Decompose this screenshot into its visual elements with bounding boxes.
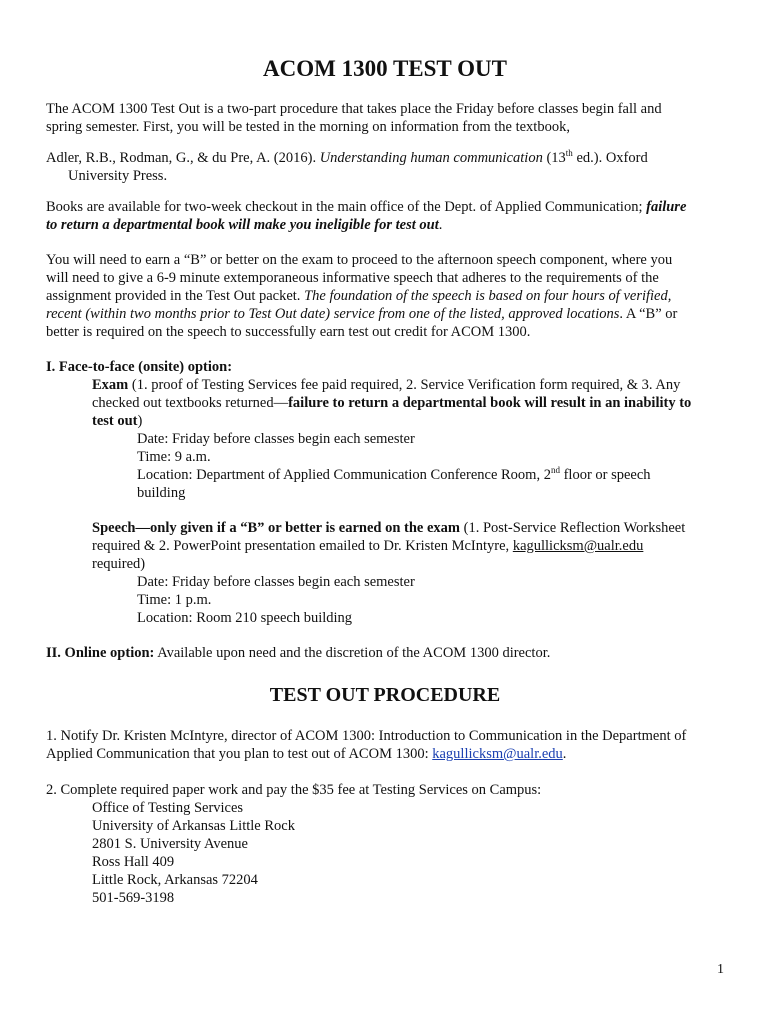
- option1-heading: I. Face-to-face (onsite) option:: [46, 359, 233, 375]
- citation-edition-pre: (13: [542, 150, 566, 166]
- speech-email-link[interactable]: kagullicksm@ualr.edu: [512, 538, 644, 554]
- citation-book-title: Understanding human communication: [319, 150, 543, 166]
- speech-line-2: [92, 537, 643, 555]
- exam-line-2: [92, 394, 691, 412]
- intro-line-1: The ACOM 1300 Test Out is a two-part procedure that takes place the Friday before classes begin fall and: [46, 101, 662, 117]
- speech-time: Time: 1 p.m.: [137, 592, 212, 608]
- exam-location-pre: Location: Department of Applied Communication Conference Room, 2: [137, 467, 551, 483]
- citation-edition-post: ed.). Oxford: [572, 150, 648, 166]
- option2-heading: II. Online option:: [46, 645, 155, 661]
- exam-date: Date: Friday before classes begin each semester: [137, 431, 415, 447]
- speech-para-line-5: better is required on the speech to successfully earn test out credit for ACOM 1300.: [46, 324, 531, 340]
- speech-requirements: (1. Post-Service Reflection Worksheet: [459, 520, 686, 536]
- exam-location-sup: nd: [550, 465, 560, 476]
- exam-warning-end: test out: [92, 413, 138, 429]
- procedure-heading: TEST OUT PROCEDURE: [269, 684, 501, 706]
- books-text: Books are available for two-week checkout in the main office of the Dept. of Applied Communication;: [46, 199, 647, 215]
- address-line: Office of Testing Services: [92, 800, 244, 816]
- step2-line: 2. Complete required paper work and pay the $35 fee at Testing Services on Campus:: [46, 782, 542, 798]
- books-end: .: [438, 217, 443, 233]
- speech-para-line-2: will need to give a 6-9 minute extemporaneous informative speech that adheres to the requirements of the: [46, 270, 659, 286]
- address-line: 2801 S. University Avenue: [92, 836, 248, 852]
- speech-label: Speech—only given if a “B” or better is earned on the exam: [92, 520, 460, 536]
- page-number: 1: [717, 962, 724, 977]
- speech-para-italic-1: The foundation of the speech is based on four hours of verified,: [304, 288, 672, 304]
- exam-warning: failure to return a departmental book will result in an inability to: [288, 395, 692, 411]
- exam-paren: ): [137, 413, 143, 429]
- address-line: University of Arkansas Little Rock: [92, 818, 295, 834]
- exam-location-line-2: building: [137, 485, 186, 501]
- books-line-1: [46, 198, 686, 216]
- step1-email-link[interactable]: kagullicksm@ualr.edu: [432, 746, 563, 762]
- exam-label: Exam: [92, 377, 129, 393]
- step1-line-1: 1. Notify Dr. Kristen McIntyre, director of ACOM 1300: Introduction to Communication in the Department of: [46, 728, 687, 744]
- speech-para-line-4: [46, 305, 677, 323]
- speech-para-italic-2: recent (within two months prior to Test Out date) service from one of the listed, approved locations: [46, 306, 620, 322]
- exam-location: [137, 466, 651, 484]
- exam-location-post: floor or speech: [559, 467, 651, 483]
- citation-edition-sup: th: [565, 148, 573, 159]
- speech-location: Location: Room 210 speech building: [137, 610, 353, 626]
- step1-line-2: [46, 745, 566, 763]
- citation-line-1: [46, 149, 648, 167]
- speech-line-3: required): [92, 556, 146, 572]
- speech-para-text-2: . A “B” or: [619, 306, 678, 322]
- books-line-2: [46, 216, 442, 234]
- speech-para-text: assignment provided in the Test Out packet.: [46, 288, 305, 304]
- intro-line-2: spring semester. First, you will be tested in the morning on information from the textbook,: [46, 119, 570, 135]
- speech-date: Date: Friday before classes begin each semester: [137, 574, 415, 590]
- option2-line: [46, 644, 550, 662]
- exam-line-3: [92, 412, 142, 430]
- exam-requirements: (1. proof of Testing Services fee paid required, 2. Service Verification form required, & 3. Any: [128, 377, 681, 393]
- speech-para-line-1: You will need to earn a “B” or better on the exam to proceed to the afternoon speech component, where you: [46, 252, 673, 268]
- citation-authors: Adler, R.B., Rodman, G., & du Pre, A. (2016).: [46, 150, 320, 166]
- exam-line-1: [92, 376, 680, 394]
- step1-text: Applied Communication that you plan to test out of ACOM 1300:: [46, 746, 433, 762]
- exam-time: Time: 9 a.m.: [137, 449, 211, 465]
- address-phone: 501-569-3198: [92, 890, 175, 906]
- speech-requirements-2: required & 2. PowerPoint presentation emailed to Dr. Kristen McIntyre,: [92, 538, 513, 554]
- books-warning-start: failure: [646, 199, 687, 215]
- speech-line-1: [92, 519, 685, 537]
- exam-textbooks: checked out textbooks returned—: [92, 395, 289, 411]
- option2-text: Available upon need and the discretion of the ACOM 1300 director.: [154, 645, 551, 661]
- page-title: ACOM 1300 TEST OUT: [263, 56, 507, 81]
- books-warning: to return a departmental book will make you ineligible for test out: [46, 217, 439, 233]
- speech-para-line-3: [46, 287, 671, 305]
- step1-end: .: [562, 746, 567, 762]
- address-line: Little Rock, Arkansas 72204: [92, 872, 258, 888]
- address-line: Ross Hall 409: [92, 854, 175, 870]
- citation-publisher: University Press.: [68, 168, 168, 184]
